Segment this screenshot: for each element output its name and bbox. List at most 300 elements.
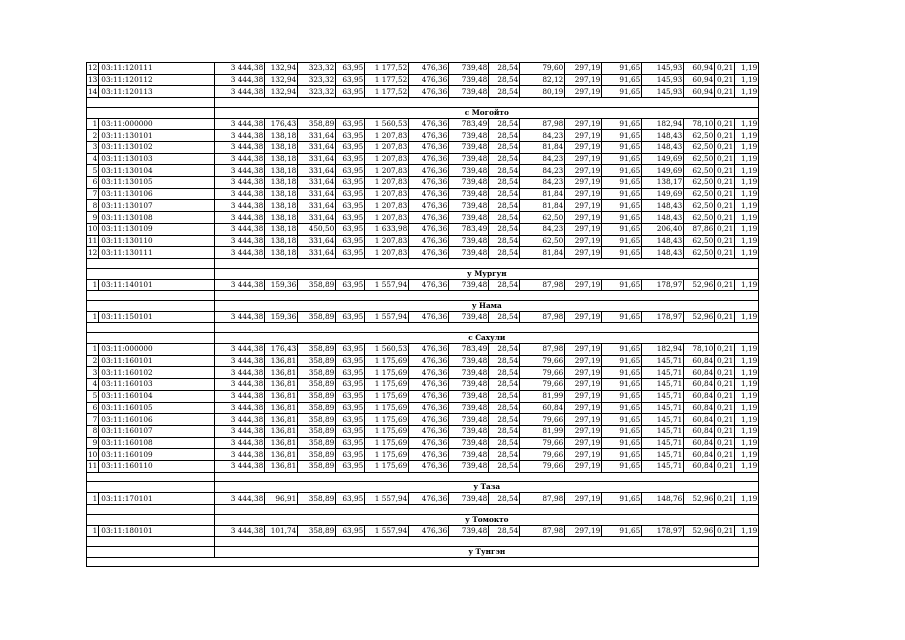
value-cell: 297,19 [565,344,602,356]
value-cell: 476,36 [409,86,449,98]
value-cell: 91,65 [602,235,642,247]
value-cell: 145,93 [642,74,684,86]
value-cell: 3 444,38 [215,367,265,379]
value-cell: 297,19 [565,212,602,224]
value-cell: 1 207,83 [365,165,409,177]
value-cell: 63,95 [336,223,365,235]
value-cell: 297,19 [565,130,602,142]
value-cell: 91,65 [602,63,642,75]
value-cell: 81,84 [520,142,565,154]
value-cell: 0,21 [715,188,735,200]
table-row [87,223,759,235]
value-cell: 3 444,38 [215,344,265,356]
value-cell: 739,48 [449,177,489,189]
value-cell: 91,65 [602,460,642,472]
table-row [87,449,759,461]
value-cell: 145,71 [642,449,684,461]
group-header-blank [87,546,215,557]
row-number: 9 [87,212,99,224]
value-cell: 62,50 [684,153,715,165]
value-cell: 1,19 [735,142,759,154]
spacer-cell [87,557,759,567]
value-cell: 138,18 [265,165,298,177]
value-cell: 79,60 [520,63,565,75]
value-cell: 63,95 [336,130,365,142]
value-cell: 62,50 [684,177,715,189]
value-cell: 176,43 [265,118,298,130]
value-cell: 1,19 [735,425,759,437]
value-cell: 28,54 [489,86,520,98]
value-cell: 63,95 [336,86,365,98]
value-cell: 81,99 [520,425,565,437]
value-cell: 1 207,83 [365,247,409,259]
value-cell: 91,65 [602,177,642,189]
table-row [87,177,759,189]
table-row [87,425,759,437]
value-cell: 297,19 [565,379,602,391]
row-number: 12 [88,63,98,73]
value-cell: 0,21 [715,118,735,130]
value-cell: 1 207,83 [365,130,409,142]
value-cell: 297,19 [565,279,602,291]
value-cell: 297,19 [565,367,602,379]
value-cell: 476,36 [409,142,449,154]
value-cell: 739,48 [449,188,489,200]
value-cell: 739,48 [449,367,489,379]
row-number: 1 [87,279,99,291]
value-cell: 62,50 [684,247,715,259]
value-cell: 60,84 [684,449,715,461]
cadastral-code: 03:11:160104 [99,390,215,402]
value-cell: 476,36 [409,153,449,165]
value-cell: 63,95 [336,525,365,537]
value-cell: 60,84 [684,425,715,437]
table-row [87,118,759,130]
value-cell: 1 207,83 [365,153,409,165]
table-row [87,212,759,224]
cadastral-code: 03:11:000000 [99,118,215,130]
table-row [87,279,759,291]
value-cell: 0,21 [715,279,735,291]
value-cell: 331,64 [298,142,336,154]
value-cell: 739,48 [449,279,489,291]
value-cell: 3 444,38 [215,390,265,402]
spacer-row [87,98,759,108]
row-number: 1 [87,311,99,323]
value-cell: 297,19 [565,414,602,426]
value-cell: 91,65 [602,223,642,235]
value-cell: 1 557,94 [365,279,409,291]
row-number: 12 [88,247,98,257]
value-cell: 783,49 [449,344,489,356]
table-row [87,525,759,537]
value-cell: 476,36 [409,118,449,130]
value-cell: 3 444,38 [215,247,265,259]
spacer-row [87,472,759,482]
value-cell: 739,48 [449,165,489,177]
value-cell: 358,89 [298,493,336,505]
value-cell: 739,48 [449,402,489,414]
row-number: 6 [87,402,99,414]
value-cell: 1 207,83 [365,188,409,200]
value-cell: 297,19 [565,493,602,505]
value-cell: 145,71 [642,425,684,437]
value-cell: 63,95 [336,402,365,414]
row-number: 11 [88,461,98,471]
value-cell: 28,54 [489,188,520,200]
value-cell: 331,64 [298,212,336,224]
cadastral-code: 03:11:160105 [99,402,215,414]
value-cell: 145,71 [642,355,684,367]
value-cell: 476,36 [409,235,449,247]
cadastral-code: 03:11:140101 [99,279,215,291]
value-cell: 63,95 [336,63,365,75]
value-cell: 3 444,38 [215,379,265,391]
value-cell: 476,36 [409,188,449,200]
value-cell: 297,19 [565,235,602,247]
group-title: у Мургун [215,268,759,279]
value-cell: 91,65 [602,74,642,86]
value-cell: 297,19 [565,525,602,537]
value-cell: 3 444,38 [215,188,265,200]
value-cell: 476,36 [409,414,449,426]
value-cell: 1,19 [735,379,759,391]
value-cell: 297,19 [565,311,602,323]
value-cell: 60,84 [684,402,715,414]
row-number: 1 [87,493,99,505]
value-cell: 28,54 [489,460,520,472]
value-cell: 297,19 [565,153,602,165]
row-number: 3 [87,142,99,154]
table-row [87,142,759,154]
value-cell: 1,19 [735,247,759,259]
value-cell: 1,19 [735,279,759,291]
table-row [87,379,759,391]
value-cell: 739,48 [449,142,489,154]
value-cell: 358,89 [298,311,336,323]
value-cell: 60,84 [684,390,715,402]
value-cell: 63,95 [336,177,365,189]
value-cell: 28,54 [489,247,520,259]
value-cell: 739,48 [449,247,489,259]
table-row [87,74,759,86]
cadastral-code: 03:11:120111 [99,63,215,75]
value-cell: 358,89 [298,437,336,449]
value-cell: 3 444,38 [215,235,265,247]
value-cell: 1,19 [735,460,759,472]
group-title: у Томокто [215,514,759,525]
value-cell: 28,54 [489,223,520,235]
value-cell: 136,81 [265,367,298,379]
value-cell: 138,18 [265,235,298,247]
value-cell: 91,65 [602,437,642,449]
cadastral-code: 03:11:180101 [99,525,215,537]
row-number: 10 [88,224,98,234]
value-cell: 476,36 [409,247,449,259]
value-cell: 1,19 [735,367,759,379]
value-cell: 0,21 [715,367,735,379]
table-row [87,402,759,414]
group-title: у Таза [215,482,759,493]
value-cell: 63,95 [336,493,365,505]
group-header-row [87,482,759,493]
value-cell: 358,89 [298,118,336,130]
value-cell: 3 444,38 [215,525,265,537]
table-row [87,367,759,379]
value-cell: 78,10 [684,118,715,130]
value-cell: 96,91 [265,493,298,505]
table-row [87,200,759,212]
value-cell: 0,21 [715,414,735,426]
value-cell: 91,65 [602,212,642,224]
value-cell: 0,21 [715,460,735,472]
value-cell: 60,84 [684,367,715,379]
table-row [87,63,759,75]
value-cell: 3 444,38 [215,130,265,142]
value-cell: 1 177,52 [365,86,409,98]
cadastral-code: 03:11:160107 [99,425,215,437]
value-cell: 28,54 [489,355,520,367]
value-cell: 91,65 [602,165,642,177]
row-number: 13 [88,75,98,85]
value-cell: 0,21 [715,311,735,323]
value-cell: 149,69 [642,188,684,200]
value-cell: 91,65 [602,493,642,505]
value-cell: 63,95 [336,247,365,259]
value-cell: 63,95 [336,153,365,165]
value-cell: 476,36 [409,177,449,189]
cadastral-code: 03:11:130102 [99,142,215,154]
value-cell: 739,48 [449,437,489,449]
value-cell: 84,23 [520,223,565,235]
value-cell: 136,81 [265,379,298,391]
value-cell: 62,50 [520,212,565,224]
value-cell: 0,21 [715,212,735,224]
spacer-cell [215,98,759,108]
table-row [87,311,759,323]
value-cell: 1,19 [735,165,759,177]
value-cell: 0,21 [715,177,735,189]
value-cell: 60,84 [684,379,715,391]
value-cell: 3 444,38 [215,279,265,291]
value-cell: 176,43 [265,344,298,356]
value-cell: 28,54 [489,177,520,189]
value-cell: 136,81 [265,355,298,367]
table-row [87,437,759,449]
value-cell: 297,19 [565,118,602,130]
value-cell: 182,94 [642,118,684,130]
value-cell: 739,48 [449,493,489,505]
value-cell: 1,19 [735,525,759,537]
group-title: с Могойто [215,107,759,118]
value-cell: 91,65 [602,200,642,212]
cadastral-code: 03:11:130107 [99,200,215,212]
value-cell: 91,65 [602,425,642,437]
value-cell: 297,19 [565,425,602,437]
row-number: 1 [87,344,99,356]
spacer-row [87,557,759,567]
value-cell: 739,48 [449,212,489,224]
value-cell: 132,94 [265,86,298,98]
value-cell: 323,32 [298,63,336,75]
group-header-row [87,107,759,118]
value-cell: 739,48 [449,425,489,437]
value-cell: 63,95 [336,437,365,449]
group-header-row [87,268,759,279]
value-cell: 87,98 [520,118,565,130]
value-cell: 1,19 [735,188,759,200]
value-cell: 28,54 [489,118,520,130]
value-cell: 3 444,38 [215,212,265,224]
value-cell: 28,54 [489,390,520,402]
value-cell: 138,18 [265,212,298,224]
cadastral-code: 03:11:170101 [99,493,215,505]
value-cell: 91,65 [602,118,642,130]
value-cell: 63,95 [336,279,365,291]
value-cell: 476,36 [409,130,449,142]
value-cell: 1,19 [735,63,759,75]
value-cell: 1 207,83 [365,200,409,212]
value-cell: 91,65 [602,279,642,291]
value-cell: 52,96 [684,279,715,291]
value-cell: 62,50 [684,165,715,177]
value-cell: 91,65 [602,379,642,391]
value-cell: 80,19 [520,86,565,98]
value-cell: 476,36 [409,212,449,224]
value-cell: 323,32 [298,86,336,98]
value-cell: 62,50 [684,188,715,200]
value-cell: 1 557,94 [365,493,409,505]
spacer-cell [87,472,215,482]
group-header-blank [87,300,215,311]
value-cell: 331,64 [298,247,336,259]
value-cell: 136,81 [265,425,298,437]
value-cell: 1,19 [735,74,759,86]
value-cell: 145,71 [642,437,684,449]
value-cell: 1 560,53 [365,344,409,356]
value-cell: 323,32 [298,74,336,86]
value-cell: 145,71 [642,402,684,414]
value-cell: 28,54 [489,200,520,212]
spacer-cell [215,323,759,333]
value-cell: 297,19 [565,142,602,154]
value-cell: 138,18 [265,142,298,154]
value-cell: 84,23 [520,153,565,165]
value-cell: 138,18 [265,247,298,259]
value-cell: 0,21 [715,390,735,402]
value-cell: 28,54 [489,367,520,379]
row-number: 8 [87,200,99,212]
value-cell: 0,21 [715,235,735,247]
value-cell: 145,71 [642,414,684,426]
value-cell: 63,95 [336,188,365,200]
value-cell: 297,19 [565,449,602,461]
cadastral-code: 03:11:160108 [99,437,215,449]
value-cell: 358,89 [298,449,336,461]
value-cell: 28,54 [489,525,520,537]
value-cell: 81,84 [520,200,565,212]
cadastral-code: 03:11:130111 [99,247,215,259]
value-cell: 1,19 [735,130,759,142]
value-cell: 63,95 [336,311,365,323]
row-number: 8 [87,425,99,437]
value-cell: 81,84 [520,188,565,200]
value-cell: 145,71 [642,460,684,472]
spacer-row [87,323,759,333]
spacer-cell [87,291,215,301]
value-cell: 136,81 [265,460,298,472]
value-cell: 52,96 [684,493,715,505]
value-cell: 63,95 [336,165,365,177]
value-cell: 739,48 [449,311,489,323]
value-cell: 297,19 [565,63,602,75]
spacer-cell [215,537,759,547]
value-cell: 476,36 [409,165,449,177]
value-cell: 1 175,69 [365,449,409,461]
value-cell: 145,93 [642,86,684,98]
cadastral-code: 03:11:130106 [99,188,215,200]
value-cell: 206,40 [642,223,684,235]
value-cell: 91,65 [602,449,642,461]
value-cell: 79,66 [520,414,565,426]
value-cell: 79,66 [520,379,565,391]
cadastral-code: 03:11:160106 [99,414,215,426]
value-cell: 358,89 [298,460,336,472]
value-cell: 87,86 [684,223,715,235]
value-cell: 358,89 [298,355,336,367]
value-cell: 138,18 [265,153,298,165]
value-cell: 149,69 [642,165,684,177]
value-cell: 148,43 [642,142,684,154]
value-cell: 297,19 [565,247,602,259]
value-cell: 739,48 [449,63,489,75]
value-cell: 1,19 [735,344,759,356]
value-cell: 0,21 [715,344,735,356]
table-row [87,130,759,142]
cadastral-code: 03:11:130110 [99,235,215,247]
value-cell: 63,95 [336,390,365,402]
value-cell: 52,96 [684,311,715,323]
table-row [87,460,759,472]
value-cell: 3 444,38 [215,460,265,472]
value-cell: 62,50 [684,235,715,247]
value-cell: 63,95 [336,200,365,212]
value-cell: 358,89 [298,390,336,402]
value-cell: 476,36 [409,355,449,367]
value-cell: 63,95 [336,235,365,247]
value-cell: 331,64 [298,235,336,247]
value-cell: 3 444,38 [215,223,265,235]
value-cell: 739,48 [449,525,489,537]
value-cell: 358,89 [298,414,336,426]
group-header-blank [87,107,215,118]
value-cell: 78,10 [684,344,715,356]
value-cell: 297,19 [565,460,602,472]
value-cell: 28,54 [489,74,520,86]
value-cell: 63,95 [336,142,365,154]
value-cell: 79,66 [520,460,565,472]
value-cell: 91,65 [602,153,642,165]
value-cell: 739,48 [449,449,489,461]
value-cell: 28,54 [489,449,520,461]
value-cell: 178,97 [642,279,684,291]
value-cell: 28,54 [489,425,520,437]
value-cell: 0,21 [715,493,735,505]
value-cell: 0,21 [715,402,735,414]
value-cell: 1 175,69 [365,414,409,426]
value-cell: 28,54 [489,130,520,142]
value-cell: 136,81 [265,414,298,426]
